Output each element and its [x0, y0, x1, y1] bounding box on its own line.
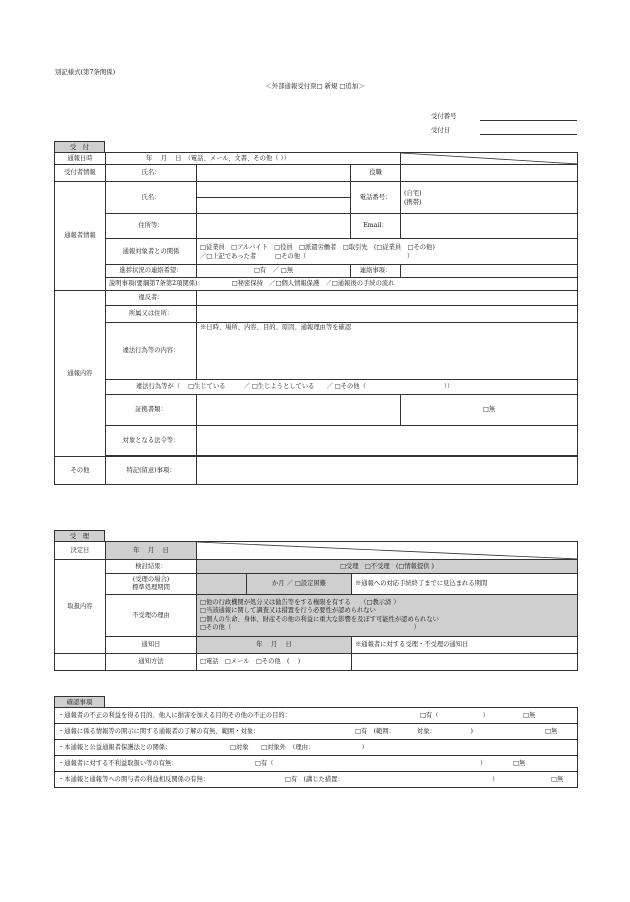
evidence-none[interactable]: □無 — [401, 395, 578, 426]
target-law-field[interactable] — [197, 426, 578, 456]
rejection-reason-1[interactable]: □他の行政機関が処分又は勧告等をする権限を有する （□教示済 ） — [200, 599, 400, 607]
confirm-row5-yes[interactable]: □有 (講じた措置： — [285, 776, 344, 783]
evidence-field[interactable] — [197, 395, 401, 426]
status-occurring[interactable]: □生じている — [188, 383, 226, 391]
report-datetime-value[interactable]: 年 月 日 （電話、メール、文書、その他（ ）） — [106, 153, 401, 165]
period-label-line1: (受理の場合) — [132, 575, 170, 583]
affiliation-label: 所属又は住所： — [106, 306, 197, 323]
confirm-row1-yes[interactable]: □有（ ） — [420, 712, 489, 719]
contact-notes-label: 連絡事項： — [351, 265, 401, 278]
reception-table — [54, 152, 578, 485]
confirm-row4-close: ） — [480, 760, 487, 767]
progress-contact-options[interactable]: □有 ／ □無 — [197, 265, 351, 278]
relation-label: 通報対象者との関係 — [106, 239, 197, 265]
confirm-row5-text: ・本通報と通報等への関与者の利益相反関係の有無： — [58, 775, 210, 783]
processing-section-label: 受 理 — [54, 530, 105, 542]
target-law-label: 対象となる法令等： — [106, 426, 197, 456]
diagonal-strike — [401, 153, 578, 164]
receiver-name-label: 氏名： — [106, 165, 197, 182]
confirm-row4-yes[interactable]: □有（ — [255, 760, 274, 767]
confirm-row5-close: ） — [492, 776, 499, 783]
phone-home[interactable]: (自宅) — [404, 190, 422, 198]
contact-notes-field[interactable] — [401, 265, 578, 278]
confirm-row2-no[interactable]: □無 — [545, 728, 558, 735]
relation-options-line2[interactable]: ／□上記であった者 □その他（ ） — [200, 252, 414, 260]
reporter-name-field[interactable] — [197, 198, 351, 214]
diagonal-strike — [197, 542, 578, 559]
explain-label: 説明事項(要綱第7条第2項関係)： — [109, 280, 204, 288]
decision-date-value[interactable]: 年 月 日 — [106, 542, 197, 560]
special-notes-label: 特記(留意)事項： — [106, 457, 197, 485]
receipt-date-label: 受付日 — [431, 126, 451, 134]
violation-status-label: 違法行為等が（ — [136, 383, 181, 391]
rejection-reason-2[interactable]: □当該通報に関して調査又は措置を行う必要性が認められない — [200, 607, 376, 615]
processing-table — [54, 541, 578, 671]
status-other[interactable]: ／ □その他（ — [326, 383, 366, 391]
decision-date-blank — [197, 542, 578, 560]
notify-date-note: ※通報者に対する受理・不受理の通知日 — [352, 637, 578, 654]
confirm-row3-options[interactable]: □対象 □対象外 （理由： ） — [230, 744, 368, 751]
address-label: 住所等： — [106, 214, 197, 239]
form-title: ＜外部通報受付票□ 新規 □追加＞ — [265, 82, 365, 90]
email-label: Email： — [351, 214, 401, 239]
notify-date-label: 通知日 — [106, 637, 197, 654]
confirm-row2-yes[interactable]: □有 (範囲： 対象： ) — [355, 728, 473, 735]
reception-section-label: 受 付 — [54, 141, 105, 153]
affiliation-field[interactable] — [197, 306, 578, 323]
standard-period-note: ※通報への対応手続終了までに見込まれる期間 — [352, 574, 578, 595]
report-datetime-blank — [401, 153, 578, 165]
confirm-row1-no[interactable]: □無 — [523, 712, 536, 719]
confirm-row4-text: ・通報者に対する不利益取扱い等の有無： — [58, 759, 178, 767]
rejection-reason-3[interactable]: □個人の生命、身体、財産その他の利益に重大な影響を及ぼす可能性が認められない — [200, 615, 439, 623]
rejection-reason-label: 不受理の理由 — [106, 595, 197, 637]
violator-label: 違反者： — [106, 291, 197, 306]
violation-content-field[interactable] — [197, 323, 578, 380]
receipt-date-field[interactable] — [480, 134, 577, 135]
reporter-name-label: 氏名： — [106, 182, 197, 214]
handling-content-label: 取扱内容 — [55, 560, 106, 654]
standard-period-value[interactable]: か月 ／ □設定困難 — [247, 574, 352, 595]
other-label: その他 — [55, 457, 106, 485]
notify-date-value[interactable]: 年 月 日 — [197, 637, 352, 654]
notify-method-options[interactable]: □電話 □メール □その他 ( ) — [197, 654, 352, 671]
rejection-reason-4[interactable]: □その他（ ） — [200, 623, 421, 631]
form-code: 別記様式(第7条関係) — [55, 68, 116, 76]
violation-content-label: 違法行為等の内容： — [106, 323, 197, 380]
notify-method-label: 通知方法 — [106, 654, 197, 671]
confirm-row2-text: ・通報に係る情報等の開示に関する通報者の了解の有無、範囲・対象： — [58, 727, 260, 735]
evidence-label: 証拠書類： — [106, 395, 197, 426]
confirm-row3-text: ・本通報と公益通報者保護法との関係： — [58, 743, 172, 751]
email-field[interactable] — [401, 214, 578, 239]
receiver-name-field[interactable] — [197, 165, 351, 182]
address-field[interactable] — [197, 214, 351, 239]
violator-field[interactable] — [197, 291, 578, 306]
confirm-row4-no[interactable]: □無 — [513, 760, 526, 767]
receiver-position-label: 役職 — [351, 165, 401, 182]
period-label-line2: 標準処理期間 — [132, 584, 170, 591]
receipt-number-field[interactable] — [480, 120, 577, 121]
reporter-info-label: 通報者情報 — [55, 182, 106, 291]
decision-date-label: 決定日 — [55, 542, 106, 560]
relation-options-line1[interactable]: □従業員 □アルバイト □役員 □派遣労働者 □取引先 (□従業員 □その他) — [200, 244, 435, 252]
explain-options[interactable]: □秘密保持 ／□個人情報保護 ／□通報後の手続の流れ — [231, 280, 395, 288]
status-close: ）） — [443, 383, 454, 391]
report-datetime-label: 通報日時 — [55, 153, 106, 165]
phone-mobile[interactable]: (携帯) — [404, 198, 422, 206]
progress-contact-label: 進捗状況の連絡希望： — [106, 265, 197, 278]
confirm-section-label: 確認事項 — [54, 696, 105, 708]
receiver-position-field[interactable] — [401, 165, 578, 182]
confirm-row1-text: ・通報者の不正の利益を得る目的、他人に損害を加える目的その他の不正の目的： — [58, 711, 291, 719]
special-notes-field[interactable] — [197, 457, 578, 485]
status-about-to-occur[interactable]: ／ □生じようとしている — [243, 383, 315, 391]
reporter-name-kana-field[interactable] — [197, 182, 351, 198]
review-result-label: 検討結果： — [106, 560, 197, 574]
violation-content-note: ※日時、場所、内容、目的、原因、通報理由等を確認 — [200, 324, 352, 331]
review-result-options[interactable]: □受理 □不受理 (□情報提供 ) — [197, 560, 578, 574]
phone-label: 電話番号： — [351, 182, 401, 214]
confirm-table — [54, 707, 578, 788]
confirm-row5-no[interactable]: □無 — [551, 776, 564, 783]
receipt-number-label: 受付番号 — [431, 112, 457, 120]
report-content-label: 通報内容 — [55, 291, 106, 457]
receiver-info-label: 受付者情報 — [55, 165, 106, 182]
